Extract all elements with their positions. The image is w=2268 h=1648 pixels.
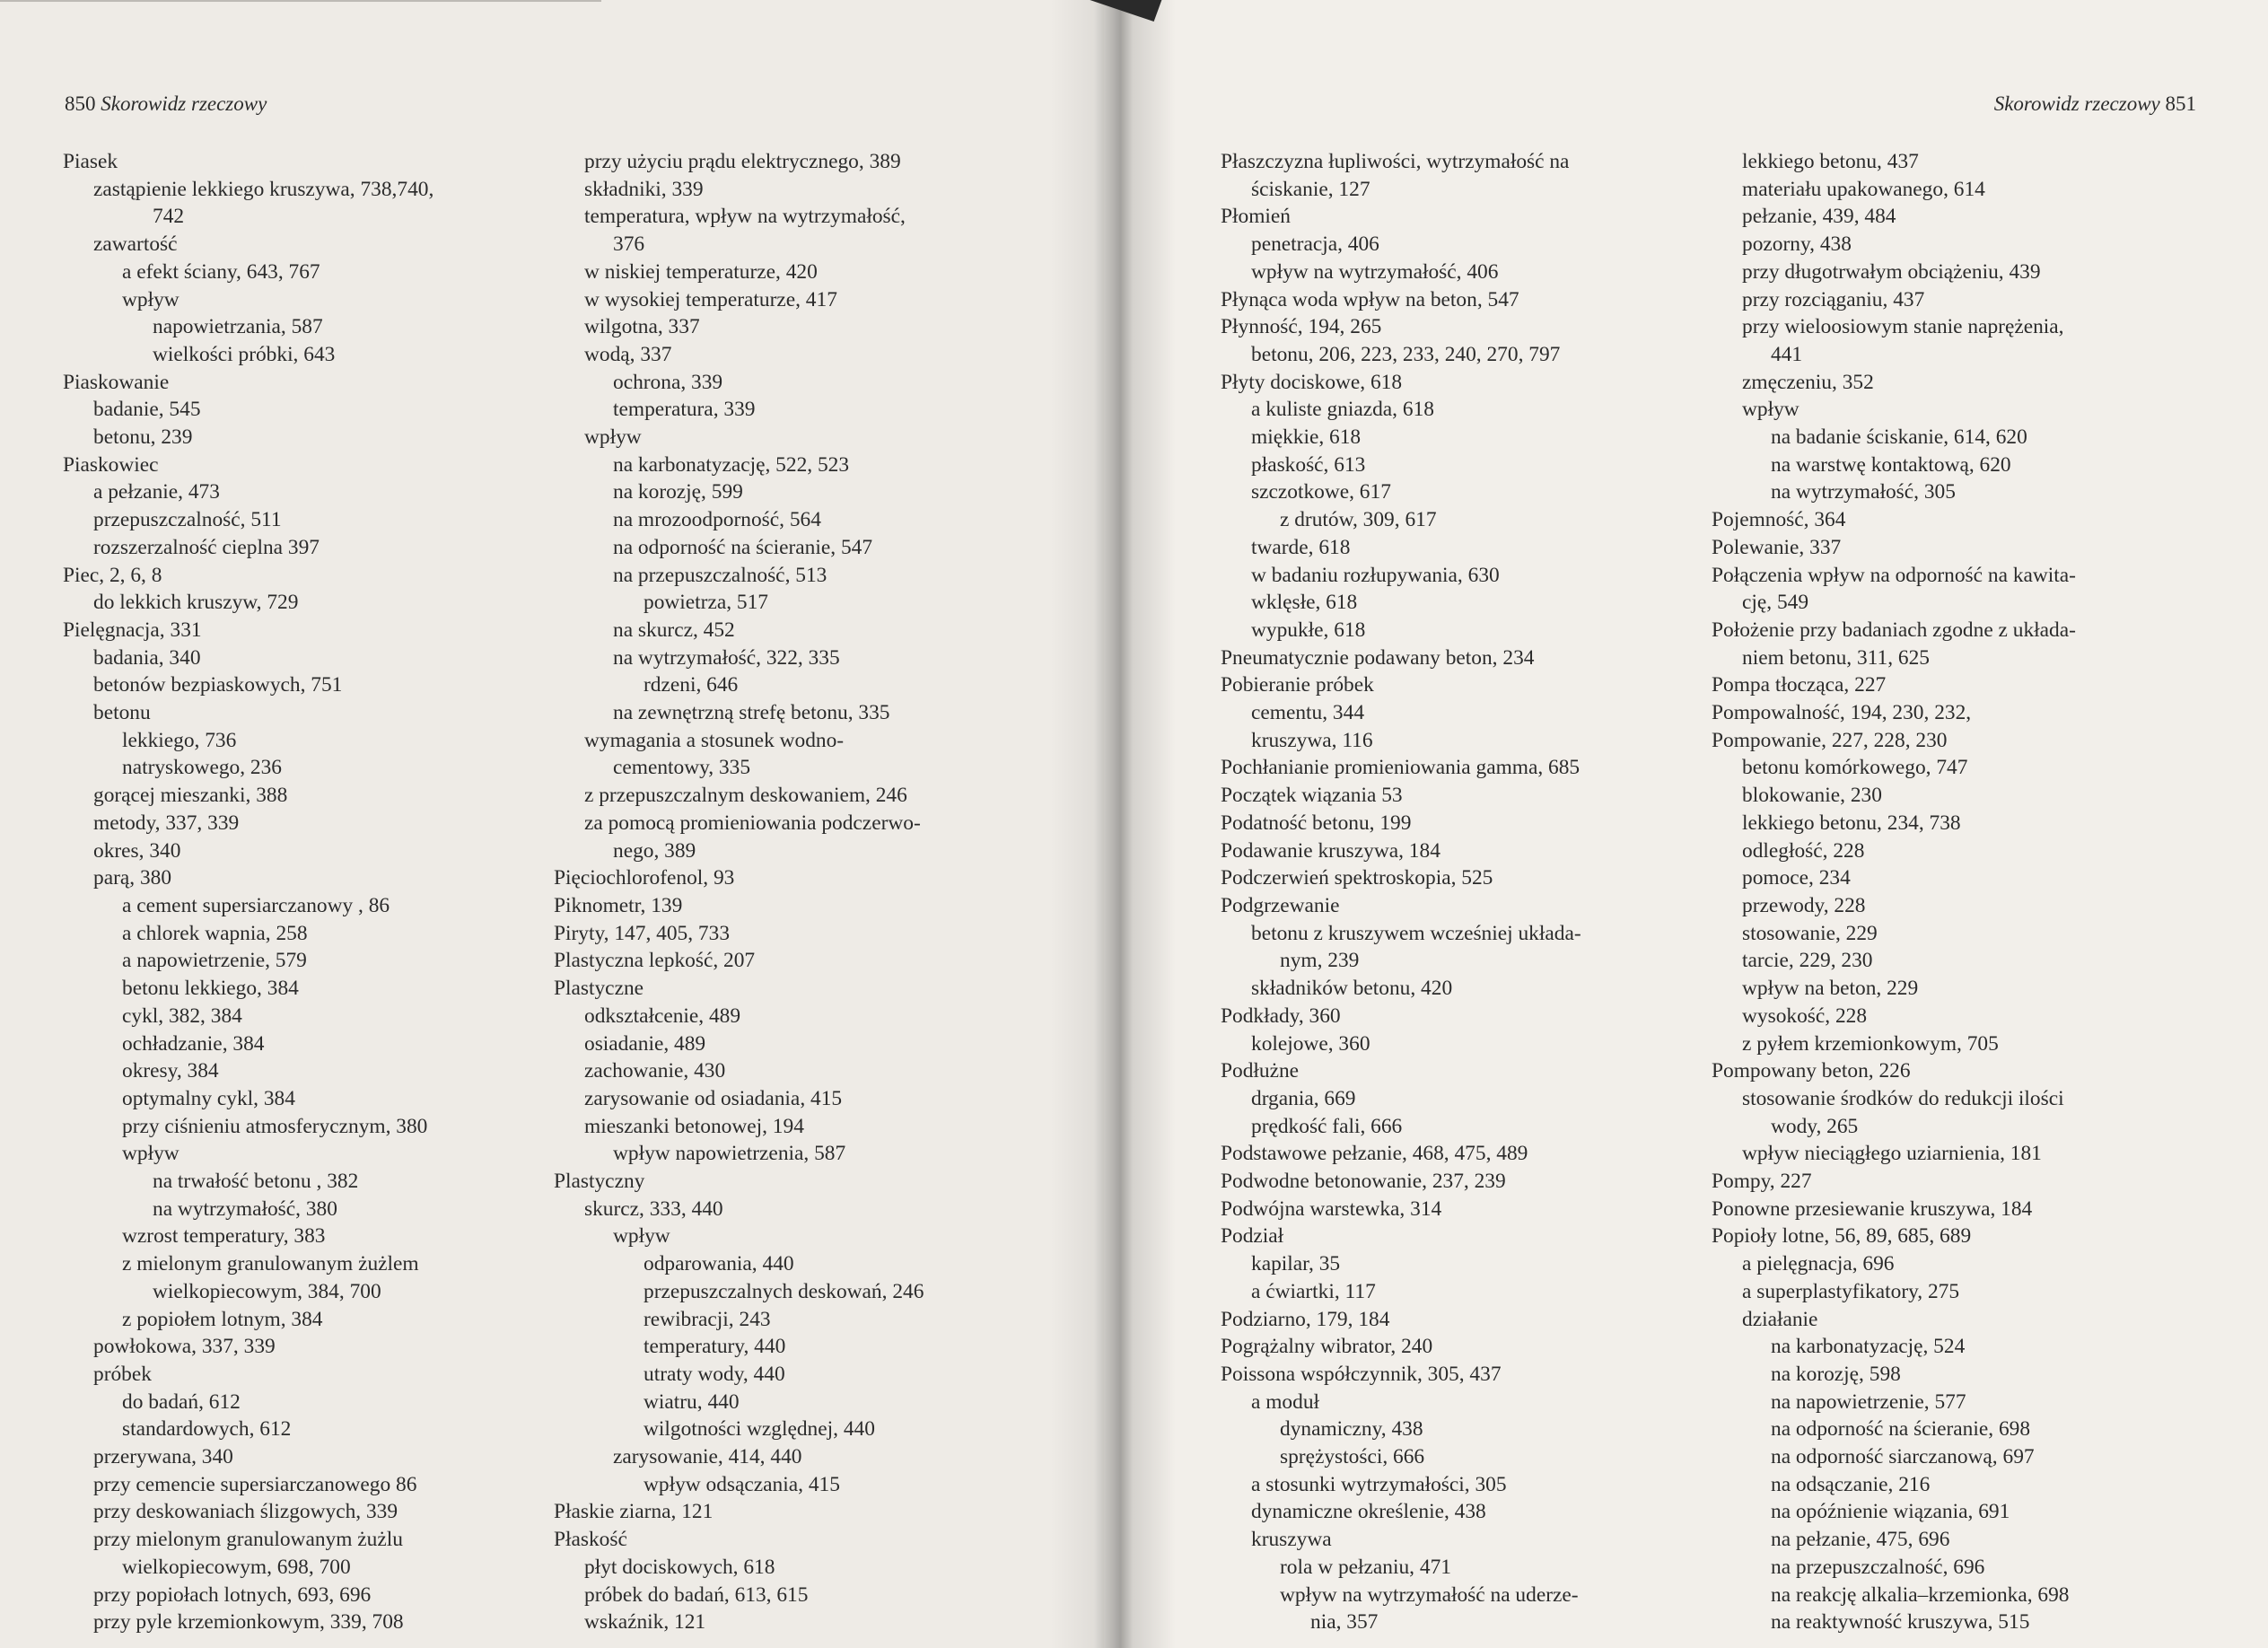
index-entry: pomoce, 234 — [1742, 866, 1851, 890]
index-entry: a superplastyfikatory, 275 — [1742, 1279, 1960, 1303]
index-entry: okres, 340 — [93, 838, 181, 863]
index-entry: na odsączanie, 216 — [1771, 1472, 1931, 1496]
index-entry: z pyłem krzemionkowym, 705 — [1742, 1031, 1999, 1056]
index-entry: przy deskowaniach ślizgowych, 339 — [93, 1500, 398, 1524]
index-entry: Piec, 2, 6, 8 — [63, 563, 162, 587]
index-entry: na mrozoodporność, 564 — [613, 508, 821, 532]
index-column-4 — [1712, 148, 2076, 1636]
index-entry: cementu, 344 — [1251, 701, 1365, 725]
index-entry: Popioły lotne, 56, 89, 685, 689 — [1712, 1224, 1972, 1249]
index-entry: ochładzanie, 384 — [122, 1031, 265, 1056]
index-entry: wklęsłe, 618 — [1251, 591, 1358, 615]
index-entry: płyt dociskowych, 618 — [584, 1555, 775, 1579]
index-entry: Płaskie ziarna, 121 — [554, 1500, 714, 1524]
index-column-2 — [554, 148, 924, 1636]
index-entry: Pompowalność, 194, 230, 232, — [1712, 701, 1972, 725]
running-head-right — [1994, 92, 2196, 116]
index-entry: lekkiego betonu, 234, 738 — [1742, 811, 1961, 835]
index-entry: skurcz, 333, 440 — [584, 1197, 723, 1221]
index-entry: Pielęgnacja, 331 — [63, 618, 202, 642]
right-page — [1104, 0, 2268, 1648]
index-entry: płaskość, 613 — [1251, 452, 1366, 477]
index-entry: betonu, 206, 223, 233, 240, 270, 797 — [1251, 342, 1561, 366]
index-entry: 376 — [613, 232, 645, 257]
index-entry: przy długotrwałym obciążeniu, 439 — [1742, 259, 2041, 284]
index-entry: betonu lekkiego, 384 — [122, 977, 299, 1001]
index-column-3 — [1221, 148, 1581, 1636]
index-entry: Podział — [1221, 1224, 1284, 1249]
index-entry: przy użyciu prądu elektrycznego, 389 — [584, 150, 901, 173]
index-entry: Podczerwień spektroskopia, 525 — [1221, 866, 1493, 890]
index-entry: zachowanie, 430 — [584, 1059, 726, 1083]
index-entry: przepuszczalnych deskowań, 246 — [644, 1279, 924, 1303]
index-entry: na odporność na ścieranie, 547 — [613, 535, 873, 559]
index-entry: kolejowe, 360 — [1251, 1031, 1370, 1056]
index-entry: prędkość fali, 666 — [1251, 1114, 1403, 1138]
index-entry: Pompy, 227 — [1712, 1170, 1812, 1194]
index-entry: na karbonatyzację, 524 — [1771, 1335, 1966, 1359]
index-entry: a cement supersiarczanowy , 86 — [122, 893, 390, 917]
index-entry: Podwodne betonowanie, 237, 239 — [1221, 1170, 1506, 1194]
index-entry: zastąpienie lekkiego kruszywa, 738,740, — [93, 177, 434, 201]
index-entry: przerywana, 340 — [93, 1445, 233, 1469]
index-entry: w badaniu rozłupywania, 630 — [1251, 563, 1500, 587]
index-entry: wskaźnik, 121 — [584, 1610, 706, 1635]
index-entry: Piaskowanie — [63, 370, 170, 394]
index-entry: na napowietrzenie, 577 — [1771, 1389, 1966, 1414]
index-entry: na opóźnienie wiązania, 691 — [1771, 1500, 2010, 1524]
index-entry: wodą, 337 — [584, 342, 672, 366]
index-entry: a stosunki wytrzymałości, 305 — [1251, 1472, 1507, 1496]
index-entry: osiadanie, 489 — [584, 1031, 706, 1056]
index-entry: badanie, 545 — [93, 398, 201, 422]
index-entry: betonu komórkowego, 747 — [1742, 756, 1968, 780]
index-entry: odparowania, 440 — [644, 1252, 794, 1276]
index-entry: nym, 239 — [1280, 949, 1360, 973]
index-entry: Pompowany beton, 226 — [1712, 1059, 1911, 1083]
index-entry: wielkopiecowym, 384, 700 — [153, 1279, 381, 1303]
index-entry: wpływ — [584, 425, 642, 450]
index-entry: a moduł — [1251, 1389, 1320, 1414]
index-entry: przy pyle krzemionkowym, 339, 708 — [93, 1610, 404, 1635]
index-entry: w niskiej temperaturze, 420 — [584, 259, 818, 284]
index-entry: wymagania a stosunek wodno- — [584, 728, 845, 752]
page-corner-fold — [1082, 0, 1162, 22]
index-entry: betonu z kruszywem wcześniej układa- — [1251, 921, 1581, 945]
index-entry: Pneumatycznie podawany beton, 234 — [1221, 645, 1535, 670]
index-entry: metody, 337, 339 — [93, 811, 240, 835]
index-entry: temperatura, wpływ na wytrzymałość, — [584, 205, 906, 229]
index-entry: Piaskowiec — [63, 452, 159, 477]
index-entry: wpływ na beton, 229 — [1742, 977, 1919, 1001]
page-edge-line — [0, 0, 601, 2]
index-entry: Podwójna warstewka, 314 — [1221, 1197, 1442, 1221]
index-entry: zawartość — [93, 232, 178, 257]
index-entry: odkształcenie, 489 — [584, 1004, 741, 1028]
index-entry: powietrza, 517 — [644, 591, 768, 615]
index-entry: do lekkich kruszyw, 729 — [93, 591, 299, 615]
index-entry: 742 — [153, 205, 185, 229]
index-entry: zmęczeniu, 352 — [1742, 370, 1874, 394]
index-entry: lekkiego betonu, 437 — [1742, 150, 1919, 173]
index-column-1 — [63, 148, 433, 1636]
index-entry: wpływ nieciągłego uziarnienia, 181 — [1742, 1142, 2042, 1166]
index-entry: Polewanie, 337 — [1712, 535, 1842, 559]
index-entry: Płynąca woda wpływ na beton, 547 — [1221, 287, 1519, 311]
index-entry: Piknometr, 139 — [554, 893, 683, 917]
index-entry: wpływ odsączania, 415 — [644, 1472, 840, 1496]
index-entry: rewibracji, 243 — [644, 1307, 771, 1331]
index-entry: składniki, 339 — [584, 177, 704, 201]
index-entry: materiału upakowanego, 614 — [1742, 177, 1985, 201]
index-entry: przy ciśnieniu atmosferycznym, 380 — [122, 1114, 428, 1138]
index-entry: działanie — [1742, 1307, 1818, 1331]
index-entry: wpływ na wytrzymałość na uderze- — [1280, 1582, 1579, 1607]
index-entry: Płaskość — [554, 1528, 627, 1552]
index-entry: a pielęgnacja, 696 — [1742, 1252, 1895, 1276]
index-entry: cementowy, 335 — [613, 756, 751, 780]
index-entry: wpływ — [122, 1142, 180, 1166]
index-entry: temperatury, 440 — [644, 1335, 786, 1359]
index-entry: na przepuszczalność, 696 — [1771, 1555, 1985, 1579]
index-entry: wielkopiecowym, 698, 700 — [122, 1555, 351, 1579]
index-entry: Piasek — [63, 150, 118, 173]
index-entry: Podkłady, 360 — [1221, 1004, 1341, 1028]
index-entry: Pochłanianie promieniowania gamma, 685 — [1221, 756, 1581, 780]
index-entry: na pełzanie, 475, 696 — [1771, 1528, 1950, 1552]
index-entry: na korozję, 598 — [1771, 1362, 1901, 1386]
index-entry: 441 — [1771, 342, 1803, 366]
index-entry: badania, 340 — [93, 645, 201, 670]
index-entry: Pobieranie próbek — [1221, 673, 1374, 697]
index-entry: lekkiego, 736 — [122, 728, 237, 752]
index-entry: kruszywa — [1251, 1528, 1332, 1552]
running-title-left: Skorowidz rzeczowy — [101, 92, 267, 115]
index-entry: na trwałość betonu , 382 — [153, 1170, 359, 1194]
index-entry: wilgotności względnej, 440 — [644, 1417, 875, 1442]
index-entry: Początek wiązania 53 — [1221, 784, 1403, 808]
index-entry: wysokość, 228 — [1742, 1004, 1868, 1028]
index-entry: pozorny, 438 — [1742, 232, 1852, 257]
index-entry: natryskowego, 236 — [122, 756, 282, 780]
index-entry: Plastyczny — [554, 1170, 645, 1194]
index-entry: na zewnętrzną strefę betonu, 335 — [613, 701, 890, 725]
index-entry: Połączenia wpływ na odporność na kawita- — [1712, 563, 2076, 587]
index-entry: składników betonu, 420 — [1251, 977, 1453, 1001]
index-entry: na wytrzymałość, 305 — [1771, 480, 1956, 504]
index-entry: stosowanie, 229 — [1742, 921, 1878, 945]
index-entry: na przepuszczalność, 513 — [613, 563, 828, 587]
index-entry: wilgotna, 337 — [584, 315, 700, 339]
index-entry: Podgrzewanie — [1221, 893, 1340, 917]
index-entry: sprężystości, 666 — [1280, 1445, 1425, 1469]
index-entry: gorącej mieszanki, 388 — [93, 784, 288, 808]
index-entry: wiatru, 440 — [644, 1389, 740, 1414]
index-entry: kapilar, 35 — [1251, 1252, 1341, 1276]
index-entry: Płyty dociskowe, 618 — [1221, 370, 1403, 394]
page-number-left: 850 — [65, 92, 96, 115]
index-entry: niem betonu, 311, 625 — [1742, 645, 1930, 670]
index-entry: na odporność na ścieranie, 698 — [1771, 1417, 2031, 1442]
index-entry: twarde, 618 — [1251, 535, 1351, 559]
index-entry: na warstwę kontaktową, 620 — [1771, 452, 2011, 477]
index-entry: próbek — [93, 1362, 152, 1386]
index-entry: Plastyczna lepkość, 207 — [554, 949, 756, 973]
index-entry: pełzanie, 439, 484 — [1742, 205, 1896, 229]
index-entry: ochrona, 339 — [613, 370, 723, 394]
index-entry: z mielonym granulowanym żużlem — [122, 1252, 419, 1276]
index-entry: a napowietrzenie, 579 — [122, 949, 307, 973]
index-entry: Płynność, 194, 265 — [1221, 315, 1382, 339]
index-entry: a pełzanie, 473 — [93, 480, 220, 504]
index-entry: Płomień — [1221, 205, 1291, 229]
index-entry: Położenie przy badaniach zgodne z układa- — [1712, 618, 2076, 642]
index-entry: nego, 389 — [613, 838, 696, 863]
index-entry: a ćwiartki, 117 — [1251, 1279, 1376, 1303]
running-title-right: Skorowidz rzeczowy — [1993, 92, 2160, 115]
index-entry: przy rozciąganiu, 437 — [1742, 287, 1925, 311]
index-entry: dynamiczne określenie, 438 — [1251, 1500, 1486, 1524]
index-entry: na skurcz, 452 — [613, 618, 735, 642]
index-entry: Ponowne przesiewanie kruszywa, 184 — [1712, 1197, 2033, 1221]
index-entry: utraty wody, 440 — [644, 1362, 785, 1386]
index-entry: na odporność siarczanową, 697 — [1771, 1445, 2035, 1469]
index-entry: w wysokiej temperaturze, 417 — [584, 287, 837, 311]
index-entry: ściskanie, 127 — [1251, 177, 1370, 201]
index-entry: na korozję, 599 — [613, 480, 743, 504]
index-entry: na wytrzymałość, 380 — [153, 1197, 337, 1221]
index-entry: a kuliste gniazda, 618 — [1251, 398, 1434, 422]
index-entry: wpływ — [613, 1224, 670, 1249]
index-entry: Podstawowe pełzanie, 468, 475, 489 — [1221, 1142, 1528, 1166]
index-entry: powłokowa, 337, 339 — [93, 1335, 276, 1359]
index-entry: przy mielonym granulowanym żużlu — [93, 1528, 403, 1552]
index-entry: Pojemność, 364 — [1712, 508, 1846, 532]
index-entry: temperatura, 339 — [613, 398, 756, 422]
index-entry: na badanie ściskanie, 614, 620 — [1771, 425, 2027, 450]
index-entry: optymalny cykl, 384 — [122, 1086, 295, 1110]
index-entry: Pięciochlorofenol, 93 — [554, 866, 735, 890]
index-entry: kruszywa, 116 — [1251, 728, 1373, 752]
index-entry: stosowanie środków do redukcji ilości — [1742, 1086, 2064, 1110]
index-entry: rozszerzalność cieplna 397 — [93, 535, 320, 559]
index-entry: nia, 357 — [1310, 1610, 1379, 1635]
index-entry: Pogrążalny wibrator, 240 — [1221, 1335, 1433, 1359]
index-entry: próbek do badań, 613, 615 — [584, 1582, 809, 1607]
index-entry: standardowych, 612 — [122, 1417, 292, 1442]
index-entry: odległość, 228 — [1742, 838, 1865, 863]
index-entry: parą, 380 — [93, 866, 172, 890]
index-entry: Podziarno, 179, 184 — [1221, 1307, 1390, 1331]
index-entry: cję, 549 — [1742, 591, 1809, 615]
index-entry: z drutów, 309, 617 — [1280, 508, 1437, 532]
index-entry: przepuszczalność, 511 — [93, 508, 282, 532]
index-entry: a chlorek wapnia, 258 — [122, 921, 308, 945]
index-entry: na karbonatyzację, 522, 523 — [613, 452, 850, 477]
index-entry: przewody, 228 — [1742, 893, 1866, 917]
index-entry: za pomocą promieniowania podczerwo- — [584, 811, 921, 835]
index-entry: na reaktywność kruszywa, 515 — [1771, 1610, 2030, 1635]
index-entry: na reakcję alkalia–krzemionka, 698 — [1771, 1582, 2070, 1607]
page-number-right: 851 — [2165, 92, 2196, 115]
index-entry: Piryty, 147, 405, 733 — [554, 921, 731, 945]
index-entry: zarysowanie od osiadania, 415 — [584, 1086, 843, 1110]
index-entry: drgania, 669 — [1251, 1086, 1356, 1110]
index-entry: z przepuszczalnym deskowaniem, 246 — [584, 784, 907, 808]
index-entry: rola w pełzaniu, 471 — [1280, 1555, 1451, 1579]
index-entry: Płaszczyzna łupliwości, wytrzymałość na — [1221, 150, 1570, 173]
index-entry: wpływ — [1742, 398, 1800, 422]
index-entry: wpływ — [122, 287, 180, 311]
index-entry: przy cemencie supersiarczanowego 86 — [93, 1472, 417, 1496]
index-entry: okresy, 384 — [122, 1059, 219, 1083]
index-entry: betonu — [93, 701, 151, 725]
index-entry: przy wieloosiowym stanie naprężenia, — [1742, 315, 2064, 339]
index-entry: wielkości próbki, 643 — [153, 342, 336, 366]
index-entry: Podawanie kruszywa, 184 — [1221, 838, 1440, 863]
index-entry: cykl, 382, 384 — [122, 1004, 242, 1028]
index-entry: tarcie, 229, 230 — [1742, 949, 1873, 973]
index-entry: przy popiołach lotnych, 693, 696 — [93, 1582, 372, 1607]
index-entry: dynamiczny, 438 — [1280, 1417, 1423, 1442]
running-head-left — [65, 92, 267, 116]
index-entry: do badań, 612 — [122, 1389, 241, 1414]
index-entry: betonu, 239 — [93, 425, 193, 450]
index-entry: Poissona współczynnik, 305, 437 — [1221, 1362, 1502, 1386]
index-entry: mieszanki betonowej, 194 — [584, 1114, 804, 1138]
index-entry: Pompowanie, 227, 228, 230 — [1712, 728, 1948, 752]
index-entry: Plastyczne — [554, 977, 644, 1001]
index-entry: betonów bezpiaskowych, 751 — [93, 673, 343, 697]
index-entry: wpływ napowietrzenia, 587 — [613, 1142, 846, 1166]
index-entry: miękkie, 618 — [1251, 425, 1362, 450]
index-entry: zarysowanie, 414, 440 — [613, 1445, 802, 1469]
index-entry: napowietrzania, 587 — [153, 315, 323, 339]
index-entry: Podatność betonu, 199 — [1221, 811, 1412, 835]
index-entry: Podłużne — [1221, 1059, 1300, 1083]
index-entry: z popiołem lotnym, 384 — [122, 1307, 323, 1331]
index-entry: penetracja, 406 — [1251, 232, 1379, 257]
index-entry: Pompa tłocząca, 227 — [1712, 673, 1887, 697]
index-entry: a efekt ściany, 643, 767 — [122, 259, 320, 284]
index-entry: blokowanie, 230 — [1742, 784, 1882, 808]
index-entry: wpływ na wytrzymałość, 406 — [1251, 259, 1499, 284]
index-entry: na wytrzymałość, 322, 335 — [613, 645, 840, 670]
index-entry: wzrost temperatury, 383 — [122, 1224, 326, 1249]
index-entry: szczotkowe, 617 — [1251, 480, 1391, 504]
index-entry: wody, 265 — [1771, 1114, 1859, 1138]
index-entry: wypukłe, 618 — [1251, 618, 1366, 642]
index-entry: rdzeni, 646 — [644, 673, 739, 697]
left-page — [0, 0, 1104, 1648]
